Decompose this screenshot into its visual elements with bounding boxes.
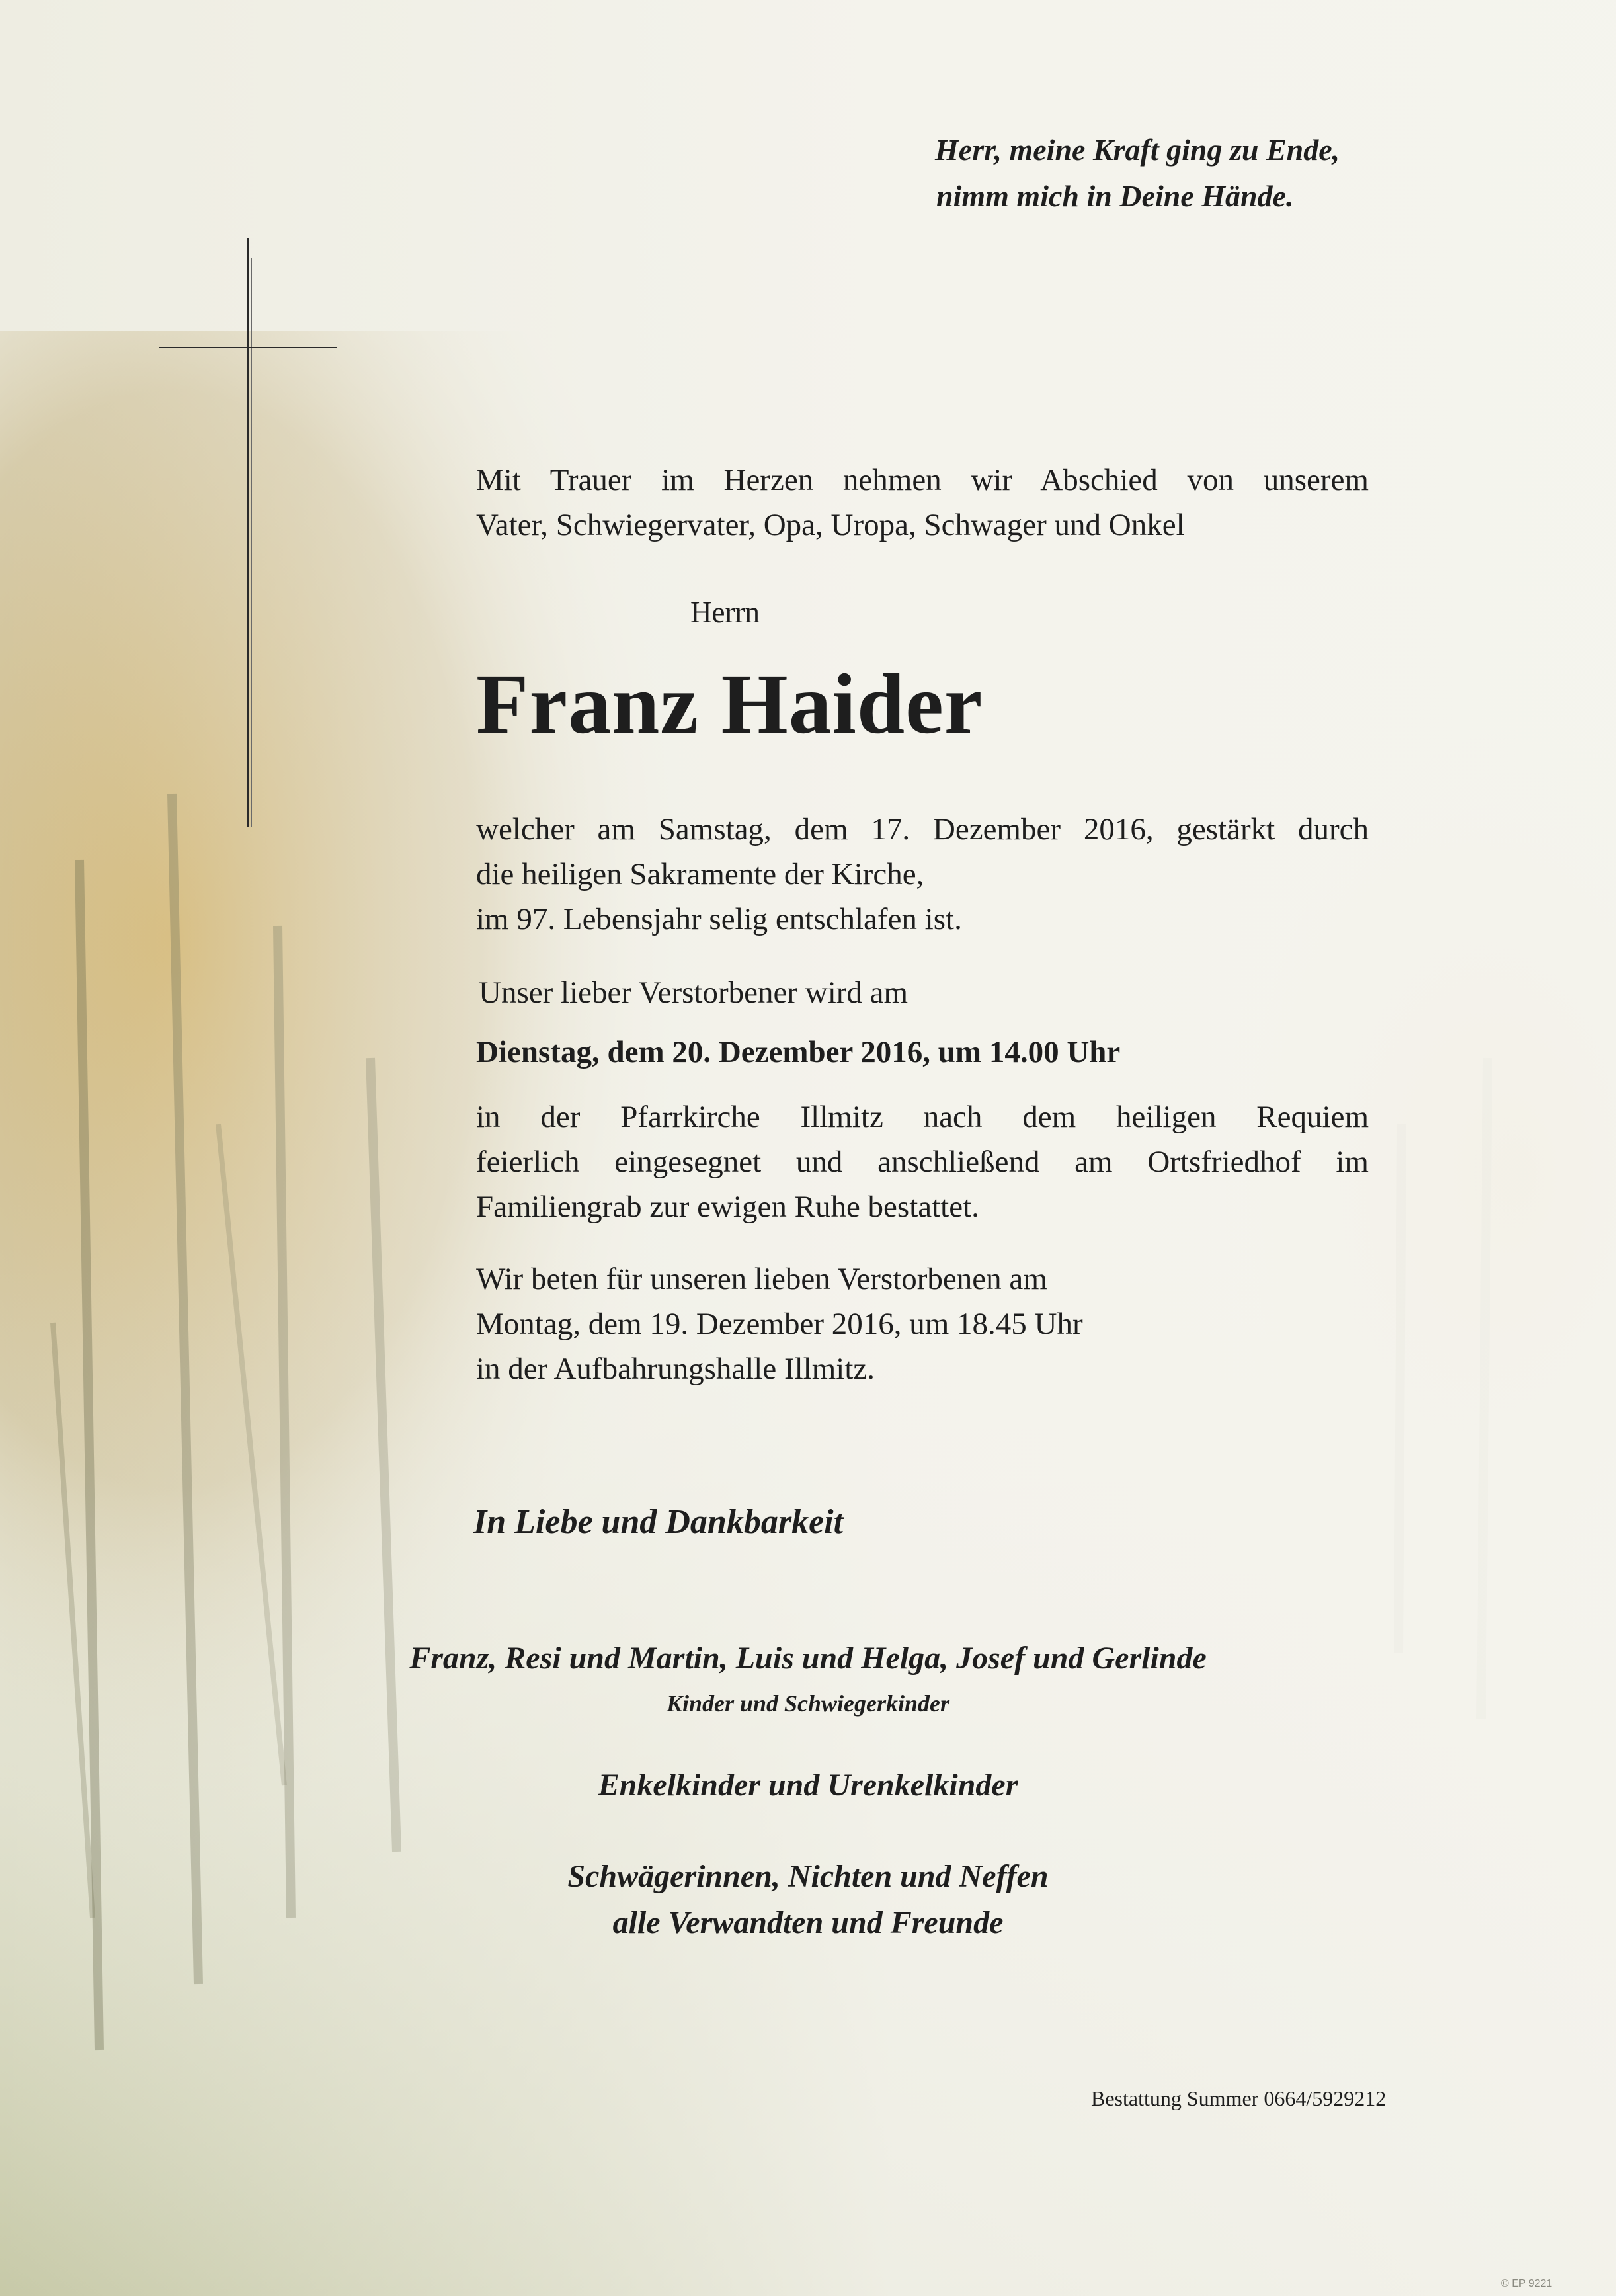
prayer-line-3: in der Aufbahrungshalle Illmitz. <box>476 1352 875 1386</box>
funeral-line-2: feierlich eingesegnet und anschließend am Ortsfriedhof im <box>476 1145 1369 1179</box>
mourners-grandchildren: Enkelkinder und Urenkelkinder <box>598 1768 1018 1803</box>
intro-text <box>476 458 1369 548</box>
death-notice-line-2: die heiligen Sakramente der Kirche, <box>476 857 924 891</box>
mourners-children-label: Kinder und Schwiegerkinder <box>666 1690 950 1717</box>
death-notice-line-1: welcher am Samstag, dem 17. Dezember 2016, gestärkt durch <box>476 812 1369 846</box>
funeral-home-contact: Bestattung Summer 0664/5929212 <box>1091 2086 1387 2110</box>
deceased-name: Franz Haider <box>476 657 983 752</box>
death-notice-line-3: im 97. Lebensjahr selig entschlafen ist. <box>476 902 962 936</box>
prayer-line-1: Wir beten für unseren lieben Verstorbenen am <box>476 1262 1047 1296</box>
intro-line-1: Mit Trauer im Herzen nehmen wir Abschied von unserem <box>476 463 1369 497</box>
mourners-relatives-1: Schwägerinnen, Nichten und Neffen <box>567 1859 1049 1894</box>
funeral-line-1: in der Pfarrkirche Illmitz nach dem heiligen Requiem <box>476 1100 1369 1134</box>
motto-verse <box>935 127 1340 220</box>
prayer-details <box>476 1256 1083 1391</box>
intro-line-2: Vater, Schwiegervater, Opa, Uropa, Schwager und Onkel <box>476 508 1185 542</box>
funeral-announce: Unser lieber Verstorbener wird am <box>479 975 909 1010</box>
prayer-line-2: Montag, dem 19. Dezember 2016, um 18.45 Uhr <box>476 1307 1083 1341</box>
mourners-relatives-2: alle Verwandten und Freunde <box>612 1905 1004 1940</box>
death-notice <box>476 807 1369 942</box>
print-code: © EP 9221 <box>1501 2278 1553 2289</box>
cross-icon <box>159 231 344 833</box>
motto-line-2: nimm mich in Deine Hände. <box>936 179 1294 213</box>
funeral-line-3: Familiengrab zur ewigen Ruhe bestattet. <box>476 1190 979 1224</box>
funeral-date: Dienstag, dem 20. Dezember 2016, um 14.00 Uhr <box>476 1035 1121 1069</box>
salutation: Herrn <box>690 596 760 629</box>
mourners-children: Franz, Resi und Martin, Luis und Helga, Josef und Gerlinde <box>409 1641 1207 1676</box>
closing-phrase: In Liebe und Dankbarkeit <box>473 1503 844 1541</box>
funeral-details <box>476 1094 1369 1229</box>
motto-line-1: Herr, meine Kraft ging zu Ende, <box>935 133 1340 167</box>
